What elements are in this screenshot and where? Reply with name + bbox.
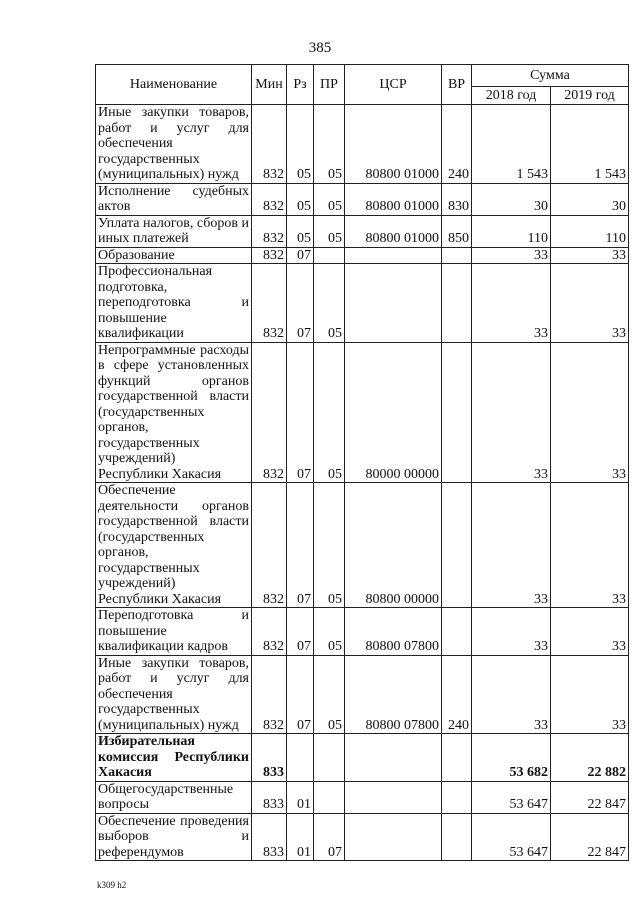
row-vr: 830 [442, 183, 472, 215]
row-vr [442, 342, 472, 483]
row-name: Непрограммные расходы в сфере установленных функций органов государственной власти (государственных органов, государственных учреждений) Республики Хакасия [96, 342, 252, 483]
row-vr [442, 264, 472, 343]
row-rz [287, 734, 314, 782]
row-sum-2018: 33 [472, 483, 551, 608]
row-sum-2019: 22 882 [551, 734, 629, 782]
header-csr: ЦСР [345, 65, 442, 105]
row-csr: 80800 01000 [345, 105, 442, 184]
row-csr: 80800 00000 [345, 483, 442, 608]
row-rz: 07 [287, 483, 314, 608]
row-sum-2018: 30 [472, 183, 551, 215]
row-min: 832 [252, 483, 287, 608]
row-sum-2019: 33 [551, 342, 629, 483]
row-rz: 07 [287, 247, 314, 264]
row-pr: 05 [314, 215, 345, 247]
row-sum-2019: 33 [551, 247, 629, 264]
header-pr: ПР [314, 65, 345, 105]
row-csr [345, 247, 442, 264]
row-csr: 80800 07800 [345, 608, 442, 656]
row-sum-2018: 1 543 [472, 105, 551, 184]
table-row [96, 813, 629, 861]
budget-table [95, 64, 629, 861]
table-row [96, 342, 629, 483]
row-min: 832 [252, 247, 287, 264]
row-name: Уплата налогов, сборов и иных платежей [96, 215, 252, 247]
row-min: 832 [252, 183, 287, 215]
row-sum-2019: 33 [551, 655, 629, 734]
table-row [96, 215, 629, 247]
row-sum-2019: 33 [551, 608, 629, 656]
row-rz: 07 [287, 264, 314, 343]
row-name: Общегосударственные вопросы [96, 781, 252, 813]
table-row [96, 183, 629, 215]
row-pr [314, 734, 345, 782]
row-name: Избирательная комиссия Республики Хакасия [96, 734, 252, 782]
row-sum-2018: 33 [472, 247, 551, 264]
row-csr: 80800 01000 [345, 183, 442, 215]
row-min: 832 [252, 655, 287, 734]
row-rz: 07 [287, 608, 314, 656]
table-row [96, 264, 629, 343]
header-min: Мин [252, 65, 287, 105]
row-name: Профессиональная подготовка, переподготовка и повышение квалификации [96, 264, 252, 343]
row-sum-2019: 110 [551, 215, 629, 247]
row-vr: 240 [442, 105, 472, 184]
row-sum-2019: 33 [551, 483, 629, 608]
row-pr: 05 [314, 608, 345, 656]
header-2018: 2018 год [472, 87, 551, 105]
row-sum-2018: 33 [472, 264, 551, 343]
row-vr [442, 608, 472, 656]
row-sum-2018: 53 647 [472, 813, 551, 861]
row-name: Иные закупки товаров, работ и услуг для обеспечения государственных (муниципальных) нужд [96, 655, 252, 734]
row-sum-2018: 53 682 [472, 734, 551, 782]
row-csr: 80000 00000 [345, 342, 442, 483]
row-vr [442, 734, 472, 782]
table-row [96, 608, 629, 656]
row-rz: 01 [287, 781, 314, 813]
row-min: 833 [252, 734, 287, 782]
row-sum-2019: 33 [551, 264, 629, 343]
header-name: Наименование [96, 65, 252, 105]
row-vr [442, 483, 472, 608]
row-pr: 07 [314, 813, 345, 861]
page-number: 385 [308, 40, 332, 56]
header-vr: ВР [442, 65, 472, 105]
row-sum-2018: 33 [472, 655, 551, 734]
row-pr: 05 [314, 483, 345, 608]
row-name: Обеспечение деятельности органов государственной власти (государственных органов, государственных учреждений) Республики Хакасия [96, 483, 252, 608]
row-vr [442, 247, 472, 264]
row-sum-2019: 22 847 [551, 781, 629, 813]
header-2019: 2019 год [551, 87, 629, 105]
row-csr [345, 813, 442, 861]
row-sum-2018: 33 [472, 608, 551, 656]
row-vr: 240 [442, 655, 472, 734]
row-rz: 01 [287, 813, 314, 861]
row-pr: 05 [314, 183, 345, 215]
row-rz: 05 [287, 183, 314, 215]
table-row [96, 483, 629, 608]
row-vr: 850 [442, 215, 472, 247]
row-csr: 80800 07800 [345, 655, 442, 734]
row-min: 832 [252, 215, 287, 247]
row-min: 833 [252, 813, 287, 861]
row-pr [314, 247, 345, 264]
table-row [96, 781, 629, 813]
row-sum-2019: 22 847 [551, 813, 629, 861]
table-header [96, 65, 629, 105]
row-name: Переподготовка и повышение квалификации кадров [96, 608, 252, 656]
row-pr [314, 781, 345, 813]
row-rz: 07 [287, 655, 314, 734]
row-pr: 05 [314, 655, 345, 734]
row-csr [345, 781, 442, 813]
table-row [96, 105, 629, 184]
row-vr [442, 781, 472, 813]
row-sum-2018: 33 [472, 342, 551, 483]
header-sum: Сумма [472, 65, 629, 87]
row-pr: 05 [314, 264, 345, 343]
row-min: 833 [252, 781, 287, 813]
row-sum-2019: 1 543 [551, 105, 629, 184]
row-sum-2018: 110 [472, 215, 551, 247]
row-sum-2018: 53 647 [472, 781, 551, 813]
row-pr: 05 [314, 342, 345, 483]
table-row [96, 247, 629, 264]
row-rz: 05 [287, 215, 314, 247]
row-min: 832 [252, 264, 287, 343]
row-rz: 07 [287, 342, 314, 483]
row-name: Образование [96, 247, 252, 264]
header-rz: Рз [287, 65, 314, 105]
row-min: 832 [252, 608, 287, 656]
footer-code: k309 h2 [97, 880, 127, 890]
table-row [96, 655, 629, 734]
row-min: 832 [252, 105, 287, 184]
row-csr [345, 734, 442, 782]
row-name: Исполнение судебных актов [96, 183, 252, 215]
table-row [96, 734, 629, 782]
row-sum-2019: 30 [551, 183, 629, 215]
row-csr: 80800 01000 [345, 215, 442, 247]
row-vr [442, 813, 472, 861]
row-rz: 05 [287, 105, 314, 184]
row-csr [345, 264, 442, 343]
row-min: 832 [252, 342, 287, 483]
row-pr: 05 [314, 105, 345, 184]
table-body [96, 105, 629, 861]
row-name: Иные закупки товаров, работ и услуг для обеспечения государственных (муниципальных) нужд [96, 105, 252, 184]
row-name: Обеспечение проведения выборов и референдумов [96, 813, 252, 861]
